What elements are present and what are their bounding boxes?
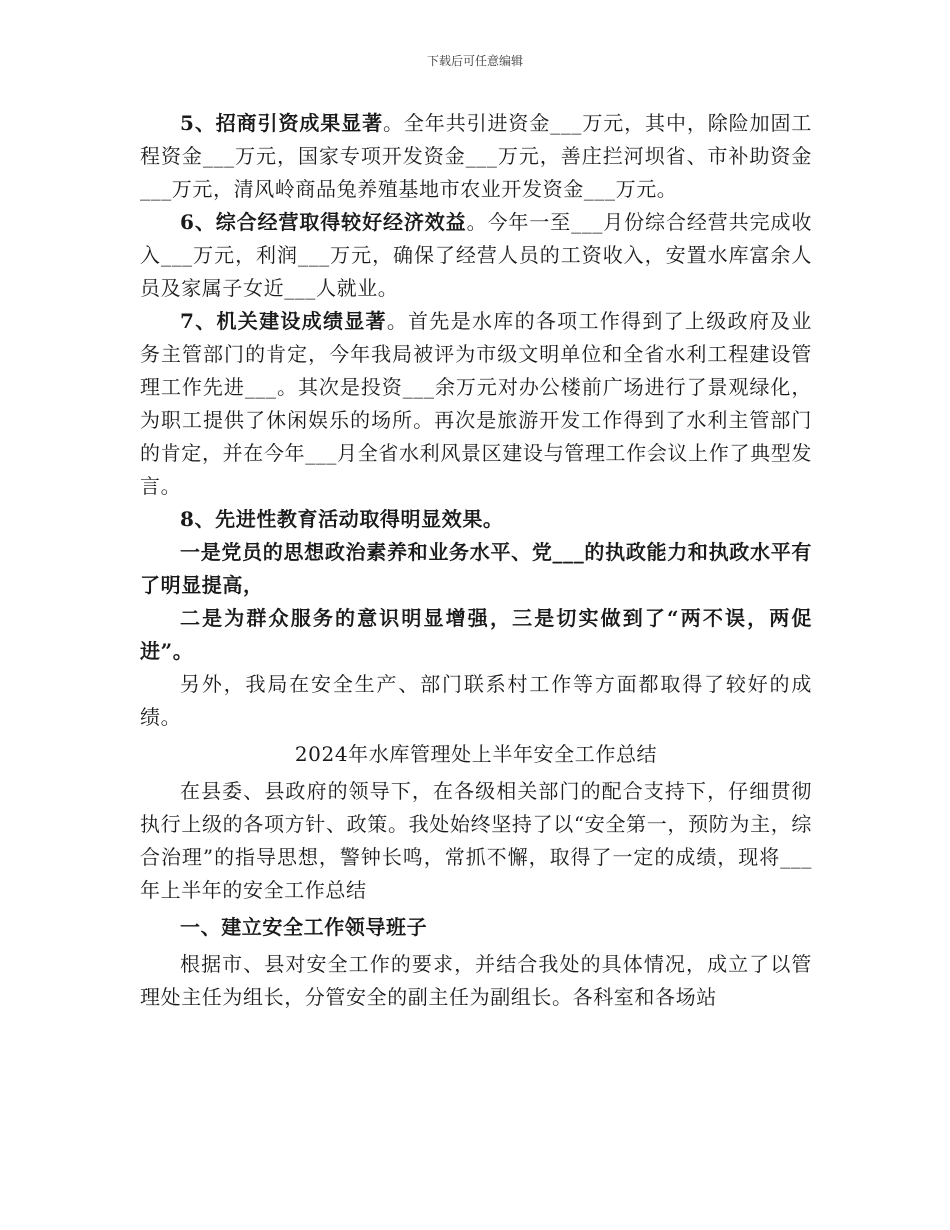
paragraph-5 bbox=[140, 107, 812, 206]
paragraph-8-point-b: 二是为群众服务的意识明显增强，三是切实做到了“两不误，两促进”。 bbox=[140, 606, 812, 663]
paragraph-8-point-a: 一是党员的思想政治素养和业务水平、党___的执政能力和执政水平有了明显提高， bbox=[140, 540, 812, 597]
document-body bbox=[140, 107, 812, 1014]
section-1-heading: 一、建立安全工作领导班子 bbox=[180, 915, 428, 939]
paragraph-7-body: 。首先是水库的各项工作得到了上级政府及业务主管部门的肯定，今年我局被评为市级文明单位和全省水利工程建设管理工作先进___。其次是投资___余万元对办公楼前广场进行了景观绿化，为职工提供了休闲娱乐的场所。再次是旅游开发工作得到了水利主管部门的肯定，并在今年___月全省水利风景区建设与管理工作会议上作了典型发言。 bbox=[140, 309, 812, 498]
paragraph-5-lead: 5、招商引资成果显著 bbox=[180, 111, 383, 135]
paragraph-6-body: 。今年一至___月份综合经营共完成收入___万元，利润___万元，确保了经营人员的工资收入，安置水库富余人员及家属子女近___人就业。 bbox=[140, 210, 812, 300]
paragraph-other: 另外，我局在安全生产、部门联系村工作等方面都取得了较好的成绩。 bbox=[140, 672, 812, 729]
paragraph-6 bbox=[140, 206, 812, 305]
paragraph-7 bbox=[140, 305, 812, 503]
document-title: 2024年水库管理处上半年安全工作总结 bbox=[294, 742, 658, 766]
section-1-body: 根据市、县对安全工作的要求，并结合我处的具体情况，成立了以管理处主任为组长，分管安全的副主任为副组长。各科室和各场站 bbox=[140, 952, 812, 1009]
paragraph-6-lead: 6、综合经营取得较好经济效益 bbox=[180, 210, 467, 234]
paragraph-intro: 在县委、县政府的领导下，在各级相关部门的配合支持下，仔细贯彻执行上级的各项方针、政策。我处始终坚持了以“安全第一，预防为主，综合治理”的指导思想，警钟长鸣，常抓不懈，取得了一定的成绩，现将___年上半年的安全工作总结 bbox=[140, 779, 812, 902]
paragraph-8-heading: 8、先进性教育活动取得明显效果。 bbox=[180, 507, 504, 531]
paragraph-7-lead: 7、机关建设成绩显著 bbox=[180, 309, 387, 333]
paragraph-5-body: 。全年共引进资金___万元，其中，除险加固工程资金___万元，国家专项开发资金___万元，善庄拦河坝省、市补助资金___万元，清风岭商品兔养殖基地市农业开发资金___万元。 bbox=[140, 111, 812, 201]
page-header: 下载后可任意编辑 bbox=[426, 54, 523, 68]
